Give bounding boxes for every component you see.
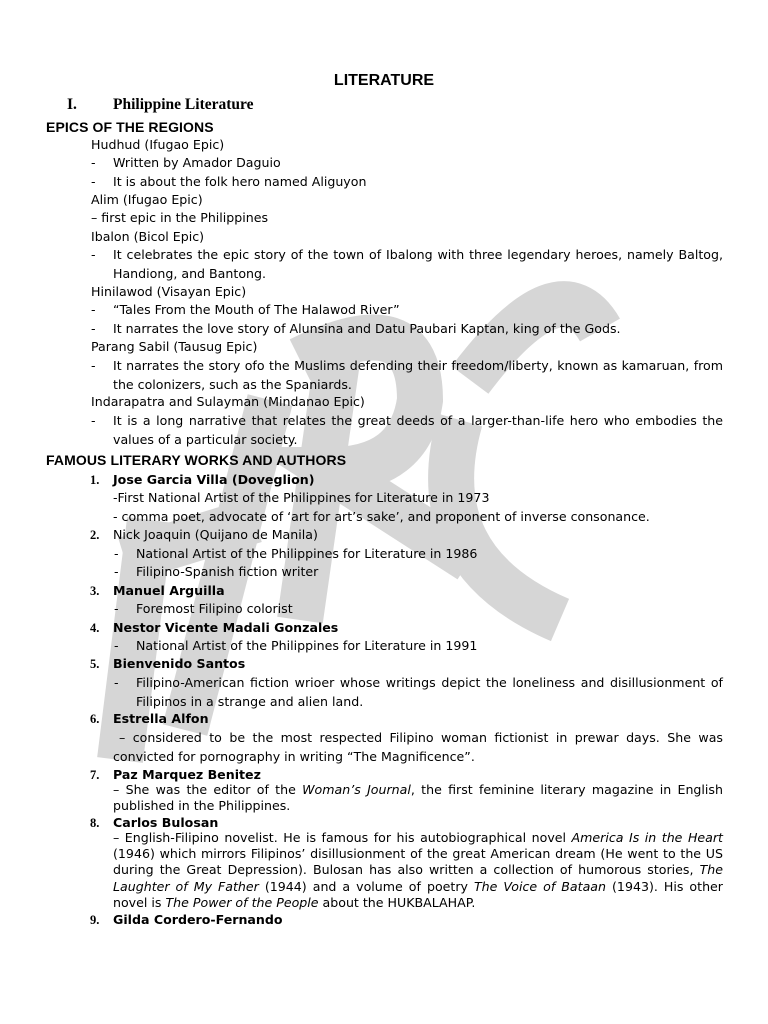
item-number: 9.	[90, 913, 100, 927]
section-heading	[67, 96, 254, 115]
author-detail: Filipino-Spanish fiction writer	[136, 564, 319, 579]
detail-italic: America Is in the Heart	[571, 830, 723, 845]
detail-italic: The Power of the People	[165, 894, 319, 910]
item-number: 4.	[90, 621, 100, 635]
author-detail	[113, 830, 723, 911]
bullet-dash: -	[91, 247, 96, 262]
epic-bullet: It celebrates the epic story of the town of Ibalong with three legendary heroes, namely Baltog, Handiong, and Bantong.	[113, 247, 723, 281]
author-detail: Foremost Filipino colorist	[136, 601, 293, 616]
epic-title: Parang Sabil (Tausug Epic)	[91, 339, 258, 354]
epic-bullet: It narrates the love story of Alunsina and Datu Paubari Kaptan, king of the Gods.	[113, 321, 621, 336]
author-name: Gilda Cordero-Fernando	[113, 912, 283, 927]
bullet-dash: -	[91, 358, 96, 373]
detail-italic: The Voice of Bataan	[473, 878, 607, 894]
item-number: 1.	[90, 473, 100, 487]
author-name: Nestor Vicente Madali Gonzales	[113, 620, 339, 635]
bullet-dash: -	[91, 413, 96, 428]
author-name: Carlos Bulosan	[113, 815, 219, 830]
epic-title: Indarapatra and Sulayman (Mindanao Epic)	[91, 394, 365, 409]
bullet-dash: -	[114, 638, 119, 653]
author-name: Jose Garcia Villa (Doveglion)	[113, 472, 315, 487]
item-number: 3.	[90, 584, 100, 598]
detail-text: (1943). His other novel is	[113, 878, 723, 910]
item-number: 8.	[90, 816, 100, 830]
epic-title: Alim (Ifugao Epic)	[91, 192, 203, 207]
bullet-dash: -	[114, 601, 119, 616]
detail-text: (1946) which mirrors Filipinos’ disillusionment of the great American dream (He went to the US during the Great Depression). Bulosan has also written a collection of humorous stories,	[113, 846, 723, 878]
bullet-dash: -	[91, 155, 96, 170]
epic-bullet: It narrates the story ofo the Muslims defending their freedom/liberty, known as kamaruan, from the colonizers, such as the Spaniards.	[113, 358, 723, 392]
epic-title: Hinilawod (Visayan Epic)	[91, 284, 247, 299]
detail-italic: Woman’s Journal	[302, 782, 411, 797]
works-heading: FAMOUS LITERARY WORKS AND AUTHORS	[46, 452, 347, 468]
item-number: 7.	[90, 768, 100, 782]
detail-text: (1944) and a volume of poetry	[258, 878, 474, 894]
item-number: 5.	[90, 657, 100, 671]
author-detail	[113, 782, 723, 814]
author-detail: Filipino-American fiction wrioer whose writings depict the loneliness and disillusionment of Filipinos in a strange and alien land.	[136, 675, 723, 709]
epic-title: Hudhud (Ifugao Epic)	[91, 137, 225, 152]
bullet-dash: -	[114, 564, 119, 579]
item-number: 2.	[90, 528, 100, 542]
author-name: Paz Marquez Benitez	[113, 767, 261, 782]
bullet-dash: -	[91, 174, 96, 189]
author-detail: National Artist of the Philippines for Literature in 1986	[136, 546, 478, 561]
author-name: Nick Joaquin (Quijano de Manila)	[113, 527, 318, 542]
page-title: LITERATURE	[333, 72, 435, 89]
epic-title: Ibalon (Bicol Epic)	[91, 229, 205, 244]
author-detail: National Artist of the Philippines for Literature in 1991	[136, 638, 478, 653]
detail-text: – She was the editor of the	[113, 782, 303, 797]
author-detail: – considered to be the most respected Filipino woman fictionist in prewar days. She was convicted for pornography in writing “The Magnificence”.	[113, 730, 723, 764]
author-name: Manuel Arguilla	[113, 583, 225, 598]
bullet-dash: -	[114, 546, 119, 561]
author-detail: -First National Artist of the Philippines for Literature in 1973	[113, 490, 490, 505]
author-detail: - comma poet, advocate of ‘art for art’s sake’, and proponent of inverse consonance.	[113, 509, 650, 524]
item-number: 6.	[90, 712, 100, 726]
bullet-dash: -	[91, 321, 96, 336]
bullet-dash: -	[114, 675, 119, 690]
detail-text: – English-Filipino novelist. He is famous for his autobiographical novel	[113, 830, 572, 845]
detail-text: , the first feminine literary magazine in English published in the Philippines.	[113, 782, 723, 814]
epic-bullet: It is a long narrative that relates the great deeds of a larger-than-life hero who embodies the values of a particular society.	[113, 413, 723, 447]
epic-bullet: It is about the folk hero named Aliguyon	[113, 174, 367, 189]
bullet-dash: -	[91, 302, 96, 317]
epic-note: – first epic in the Philippines	[91, 210, 269, 225]
author-name: Bienvenido Santos	[113, 656, 246, 671]
detail-italic: The Laughter of My Father	[113, 862, 723, 894]
epic-bullet: Written by Amador Daguio	[113, 155, 281, 170]
epic-bullet: “Tales From the Mouth of The Halawod River”	[113, 302, 400, 317]
section-title: Philippine Literature	[113, 96, 254, 113]
detail-text: about the HUKBALAHAP.	[318, 894, 476, 910]
author-name: Estrella Alfon	[113, 711, 209, 726]
section-number: I.	[67, 96, 77, 113]
epics-heading: EPICS OF THE REGIONS	[46, 119, 214, 135]
